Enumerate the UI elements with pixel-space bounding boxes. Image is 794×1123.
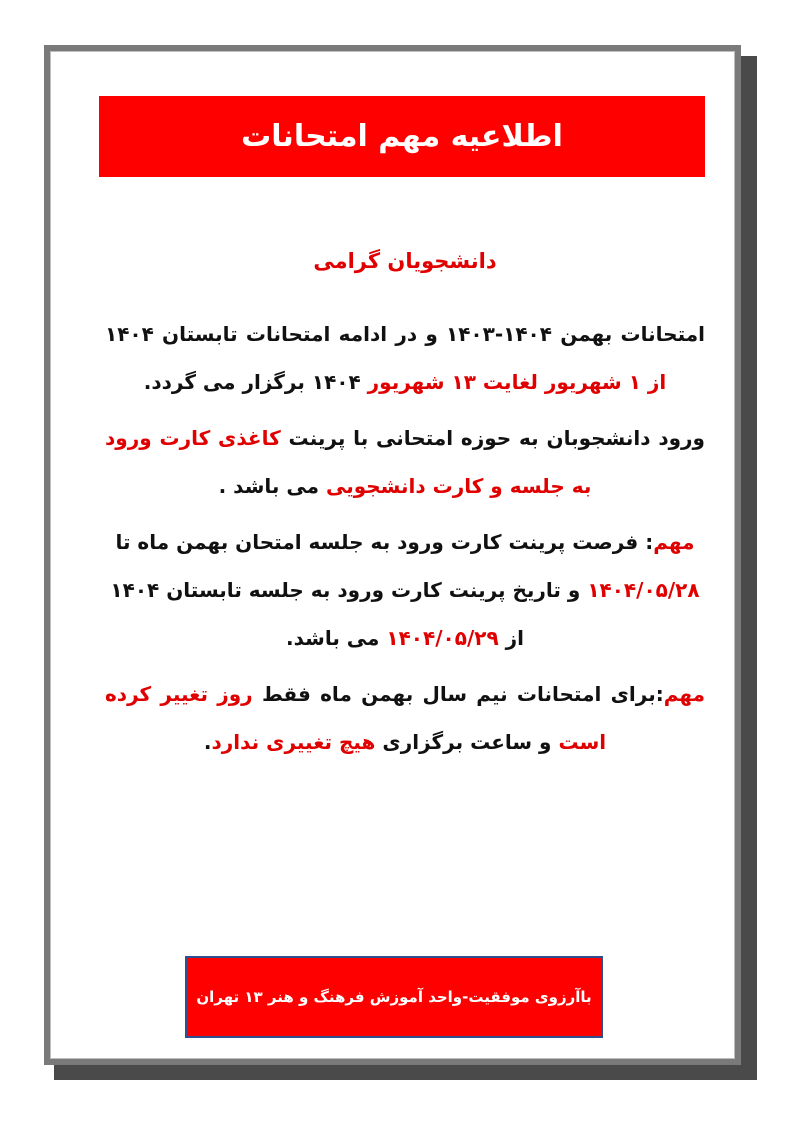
title-banner (99, 96, 705, 177)
exam-dates-text-2: ۱۴۰۴ برگزار می گردد. (143, 370, 368, 394)
exam-dates-highlight: از ۱ شهریور لغایت ۱۳ شهریور (367, 370, 667, 394)
footer-banner (185, 956, 603, 1038)
footer-text: باآرزوی موفقیت-واحد آموزش فرهنگ و هنر ۱۳ تهران (196, 988, 592, 1006)
notice-frame (44, 45, 741, 1065)
important-label-2: مهم (663, 682, 705, 706)
schedule-text-3: . (203, 730, 212, 754)
schedule-text-1: :برای امتحانات نیم سال بهمن ماه فقط (252, 682, 664, 706)
print-text-1: : فرصت پرینت کارت ورود به جلسه امتحان بهمن ماه تا (115, 530, 654, 554)
exam-dates-text-1: امتحانات بهمن ۱۴۰۴-۱۴۰۳ و در ادامه امتحانات تابستان ۱۴۰۴ (105, 322, 705, 346)
greeting: دانشجویان گرامی (313, 249, 497, 273)
schedule-text-2: و ساعت برگزاری (375, 730, 559, 754)
print-text-3: می باشد. (286, 626, 387, 650)
schedule-highlight-1: روز تغییر کرده است (105, 682, 607, 754)
paragraph-schedule-change (105, 670, 705, 766)
entry-text-2: می باشد . (218, 474, 326, 498)
print-text-2: و تاریخ پرینت کارت ورود به جلسه تابستان ۱۴۰۴ از (110, 578, 588, 650)
important-label: مهم (653, 530, 695, 554)
print-date-1: ۱۴۰۴/۰۵/۲۸ (587, 578, 700, 602)
paragraph-print-deadline (105, 518, 705, 662)
page-title: اطلاعیه مهم امتحانات (241, 119, 563, 154)
entry-highlight: کاغذی کارت ورود به جلسه و کارت دانشجویی (105, 426, 592, 498)
entry-text-1: ورود دانشجوبان به حوزه امتحانی با پرینت (280, 426, 705, 450)
paragraph-exam-dates (105, 310, 705, 406)
schedule-highlight-2: هیچ تغییری ندارد (211, 730, 376, 754)
notice-body (105, 246, 705, 768)
print-date-2: ۱۴۰۴/۰۵/۲۹ (386, 626, 499, 650)
paragraph-entry-requirements (105, 414, 705, 510)
